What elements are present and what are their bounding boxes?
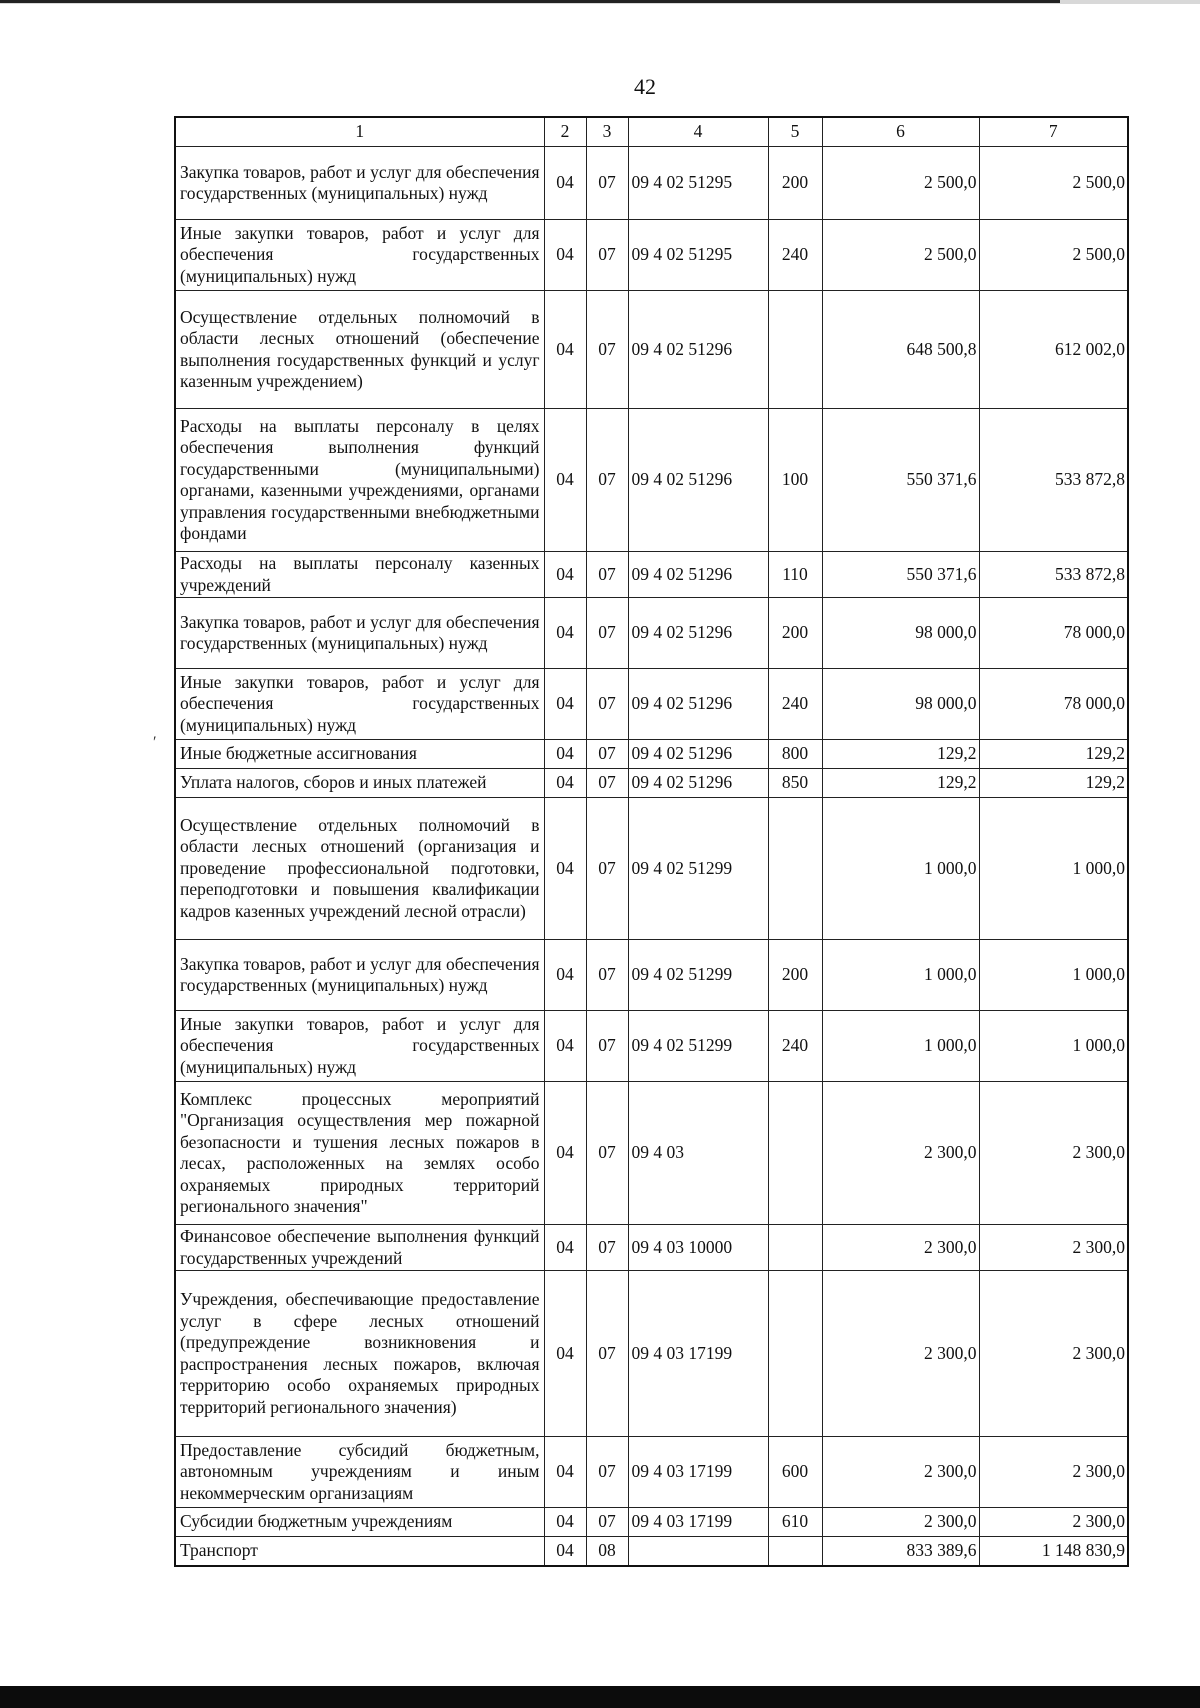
row-section-code: 04 xyxy=(544,940,586,1011)
row-description: Осуществление отдельных полномочий в области лесных отношений (обеспечение выполнения государственных функций и услуг казенным учреждением) xyxy=(175,291,544,409)
row-target-article-code: 09 4 02 51299 xyxy=(628,798,768,940)
row-expense-type-code: 800 xyxy=(768,740,822,769)
row-subsection-code: 07 xyxy=(586,669,628,740)
row-target-article-code xyxy=(628,1537,768,1566)
table-row xyxy=(175,769,1128,798)
row-section-code: 04 xyxy=(544,291,586,409)
row-target-article-code: 09 4 03 17199 xyxy=(628,1508,768,1537)
row-amount-year-2: 1 148 830,9 xyxy=(979,1537,1128,1566)
table-row xyxy=(175,1437,1128,1508)
row-amount-year-1: 2 300,0 xyxy=(822,1271,979,1437)
row-section-code: 04 xyxy=(544,1537,586,1566)
row-subsection-code: 07 xyxy=(586,1225,628,1271)
table-row xyxy=(175,798,1128,940)
row-amount-year-2: 129,2 xyxy=(979,769,1128,798)
row-subsection-code: 07 xyxy=(586,940,628,1011)
row-section-code: 04 xyxy=(544,147,586,220)
row-subsection-code: 07 xyxy=(586,1082,628,1225)
row-amount-year-1: 2 300,0 xyxy=(822,1437,979,1508)
header-col-3: 3 xyxy=(586,117,628,147)
row-amount-year-1: 648 500,8 xyxy=(822,291,979,409)
row-description: Иные закупки товаров, работ и услуг для обеспечения государственных (муниципальных) нужд xyxy=(175,1011,544,1082)
table-row xyxy=(175,1082,1128,1225)
row-target-article-code: 09 4 03 10000 xyxy=(628,1225,768,1271)
row-expense-type-code xyxy=(768,1537,822,1566)
row-subsection-code: 07 xyxy=(586,740,628,769)
row-subsection-code: 07 xyxy=(586,291,628,409)
row-target-article-code: 09 4 03 17199 xyxy=(628,1437,768,1508)
row-subsection-code: 07 xyxy=(586,552,628,598)
row-amount-year-1: 550 371,6 xyxy=(822,409,979,552)
row-description: Закупка товаров, работ и услуг для обеспечения государственных (муниципальных) нужд xyxy=(175,940,544,1011)
table-row xyxy=(175,1225,1128,1271)
row-section-code: 04 xyxy=(544,220,586,291)
row-target-article-code: 09 4 03 17199 xyxy=(628,1271,768,1437)
row-subsection-code: 07 xyxy=(586,147,628,220)
row-expense-type-code xyxy=(768,798,822,940)
scan-edge-top-dark xyxy=(0,0,1060,3)
row-expense-type-code: 600 xyxy=(768,1437,822,1508)
row-section-code: 04 xyxy=(544,1225,586,1271)
row-amount-year-2: 533 872,8 xyxy=(979,552,1128,598)
header-col-5: 5 xyxy=(768,117,822,147)
row-description: Иные закупки товаров, работ и услуг для обеспечения государственных (муниципальных) нужд xyxy=(175,669,544,740)
table-row xyxy=(175,1011,1128,1082)
table-row xyxy=(175,220,1128,291)
row-amount-year-1: 1 000,0 xyxy=(822,1011,979,1082)
row-amount-year-1: 98 000,0 xyxy=(822,598,979,669)
row-target-article-code: 09 4 02 51295 xyxy=(628,147,768,220)
row-subsection-code: 07 xyxy=(586,598,628,669)
table-header-row xyxy=(175,117,1128,147)
row-expense-type-code: 240 xyxy=(768,220,822,291)
row-amount-year-2: 2 300,0 xyxy=(979,1437,1128,1508)
header-col-1: 1 xyxy=(175,117,544,147)
row-description: Иные бюджетные ассигнования xyxy=(175,740,544,769)
row-amount-year-2: 1 000,0 xyxy=(979,1011,1128,1082)
table-row xyxy=(175,291,1128,409)
row-expense-type-code xyxy=(768,1271,822,1437)
row-amount-year-1: 550 371,6 xyxy=(822,552,979,598)
row-amount-year-2: 2 300,0 xyxy=(979,1082,1128,1225)
header-col-4: 4 xyxy=(628,117,768,147)
row-amount-year-1: 2 300,0 xyxy=(822,1082,979,1225)
row-description: Расходы на выплаты персоналу казенных учреждений xyxy=(175,552,544,598)
row-expense-type-code: 240 xyxy=(768,1011,822,1082)
table-row xyxy=(175,740,1128,769)
row-amount-year-1: 98 000,0 xyxy=(822,669,979,740)
row-target-article-code: 09 4 02 51296 xyxy=(628,769,768,798)
table-row xyxy=(175,1537,1128,1566)
row-section-code: 04 xyxy=(544,769,586,798)
row-amount-year-2: 78 000,0 xyxy=(979,598,1128,669)
row-expense-type-code: 850 xyxy=(768,769,822,798)
row-section-code: 04 xyxy=(544,1271,586,1437)
row-target-article-code: 09 4 02 51295 xyxy=(628,220,768,291)
row-description: Расходы на выплаты персоналу в целях обеспечения выполнения функций государственными (муниципальными) органами, казенными учреждениями, органами управления государственными внебюджетными фондами xyxy=(175,409,544,552)
row-description: Комплекс процессных мероприятий "Организация осуществления мер пожарной безопасности и тушения лесных пожаров в лесах, расположенных на землях особо охраняемых природных территорий регионального значения" xyxy=(175,1082,544,1225)
row-section-code: 04 xyxy=(544,1011,586,1082)
row-target-article-code: 09 4 03 xyxy=(628,1082,768,1225)
row-amount-year-2: 2 500,0 xyxy=(979,220,1128,291)
row-amount-year-1: 1 000,0 xyxy=(822,940,979,1011)
row-description: Субсидии бюджетным учреждениям xyxy=(175,1508,544,1537)
row-section-code: 04 xyxy=(544,1508,586,1537)
row-section-code: 04 xyxy=(544,1082,586,1225)
row-target-article-code: 09 4 02 51296 xyxy=(628,598,768,669)
header-col-7: 7 xyxy=(979,117,1128,147)
row-section-code: 04 xyxy=(544,798,586,940)
row-expense-type-code xyxy=(768,1082,822,1225)
row-description: Транспорт xyxy=(175,1537,544,1566)
row-amount-year-2: 533 872,8 xyxy=(979,409,1128,552)
header-col-2: 2 xyxy=(544,117,586,147)
table-row xyxy=(175,552,1128,598)
row-expense-type-code: 200 xyxy=(768,598,822,669)
row-subsection-code: 07 xyxy=(586,1508,628,1537)
row-description: Закупка товаров, работ и услуг для обеспечения государственных (муниципальных) нужд xyxy=(175,147,544,220)
row-expense-type-code xyxy=(768,291,822,409)
table-row xyxy=(175,669,1128,740)
row-section-code: 04 xyxy=(544,1437,586,1508)
row-expense-type-code xyxy=(768,1225,822,1271)
row-amount-year-1: 2 300,0 xyxy=(822,1508,979,1537)
row-target-article-code: 09 4 02 51296 xyxy=(628,740,768,769)
row-target-article-code: 09 4 02 51296 xyxy=(628,552,768,598)
row-amount-year-1: 2 500,0 xyxy=(822,220,979,291)
row-amount-year-2: 78 000,0 xyxy=(979,669,1128,740)
row-expense-type-code: 110 xyxy=(768,552,822,598)
row-amount-year-1: 129,2 xyxy=(822,769,979,798)
row-amount-year-1: 833 389,6 xyxy=(822,1537,979,1566)
row-amount-year-2: 2 300,0 xyxy=(979,1225,1128,1271)
row-subsection-code: 08 xyxy=(586,1537,628,1566)
row-expense-type-code: 100 xyxy=(768,409,822,552)
row-amount-year-2: 2 300,0 xyxy=(979,1271,1128,1437)
row-expense-type-code: 610 xyxy=(768,1508,822,1537)
row-subsection-code: 07 xyxy=(586,409,628,552)
row-amount-year-2: 612 002,0 xyxy=(979,291,1128,409)
row-section-code: 04 xyxy=(544,409,586,552)
row-subsection-code: 07 xyxy=(586,1271,628,1437)
page-number: 42 xyxy=(634,74,656,99)
table-row xyxy=(175,1508,1128,1537)
row-amount-year-2: 2 500,0 xyxy=(979,147,1128,220)
row-amount-year-1: 1 000,0 xyxy=(822,798,979,940)
row-expense-type-code: 200 xyxy=(768,147,822,220)
header-col-6: 6 xyxy=(822,117,979,147)
row-target-article-code: 09 4 02 51296 xyxy=(628,291,768,409)
row-amount-year-2: 1 000,0 xyxy=(979,940,1128,1011)
row-subsection-code: 07 xyxy=(586,769,628,798)
scan-edge-bottom xyxy=(0,1686,1200,1708)
row-subsection-code: 07 xyxy=(586,220,628,291)
table-row xyxy=(175,147,1128,220)
row-section-code: 04 xyxy=(544,669,586,740)
row-description: Закупка товаров, работ и услуг для обеспечения государственных (муниципальных) нужд xyxy=(175,598,544,669)
row-target-article-code: 09 4 02 51299 xyxy=(628,940,768,1011)
row-amount-year-2: 1 000,0 xyxy=(979,798,1128,940)
table-row xyxy=(175,598,1128,669)
row-section-code: 04 xyxy=(544,598,586,669)
row-description: Учреждения, обеспечивающие предоставление услуг в сфере лесных отношений (предупреждение возникновения и распространения лесных пожаров, включая территорию особо охраняемых природных территорий регионального значения) xyxy=(175,1271,544,1437)
table-row xyxy=(175,409,1128,552)
row-subsection-code: 07 xyxy=(586,1011,628,1082)
row-target-article-code: 09 4 02 51296 xyxy=(628,669,768,740)
row-description: Предоставление субсидий бюджетным, автономным учреждениям и иным некоммерческим организациям xyxy=(175,1437,544,1508)
row-target-article-code: 09 4 02 51296 xyxy=(628,409,768,552)
row-section-code: 04 xyxy=(544,740,586,769)
row-description: Осуществление отдельных полномочий в области лесных отношений (организация и проведение профессиональной подготовки, переподготовки и повышения квалификации кадров казенных учреждений лесной отрасли) xyxy=(175,798,544,940)
row-amount-year-2: 2 300,0 xyxy=(979,1508,1128,1537)
row-amount-year-1: 2 300,0 xyxy=(822,1225,979,1271)
row-subsection-code: 07 xyxy=(586,1437,628,1508)
row-subsection-code: 07 xyxy=(586,798,628,940)
table-row xyxy=(175,1271,1128,1437)
row-expense-type-code: 200 xyxy=(768,940,822,1011)
row-expense-type-code: 240 xyxy=(768,669,822,740)
row-section-code: 04 xyxy=(544,552,586,598)
margin-tick-mark: ′ xyxy=(153,734,157,751)
row-amount-year-2: 129,2 xyxy=(979,740,1128,769)
row-description: Уплата налогов, сборов и иных платежей xyxy=(175,769,544,798)
row-amount-year-1: 129,2 xyxy=(822,740,979,769)
row-description: Финансовое обеспечение выполнения функций государственных учреждений xyxy=(175,1225,544,1271)
row-description: Иные закупки товаров, работ и услуг для обеспечения государственных (муниципальных) нужд xyxy=(175,220,544,291)
row-target-article-code: 09 4 02 51299 xyxy=(628,1011,768,1082)
row-amount-year-1: 2 500,0 xyxy=(822,147,979,220)
table-row xyxy=(175,940,1128,1011)
budget-table xyxy=(174,116,1129,1567)
